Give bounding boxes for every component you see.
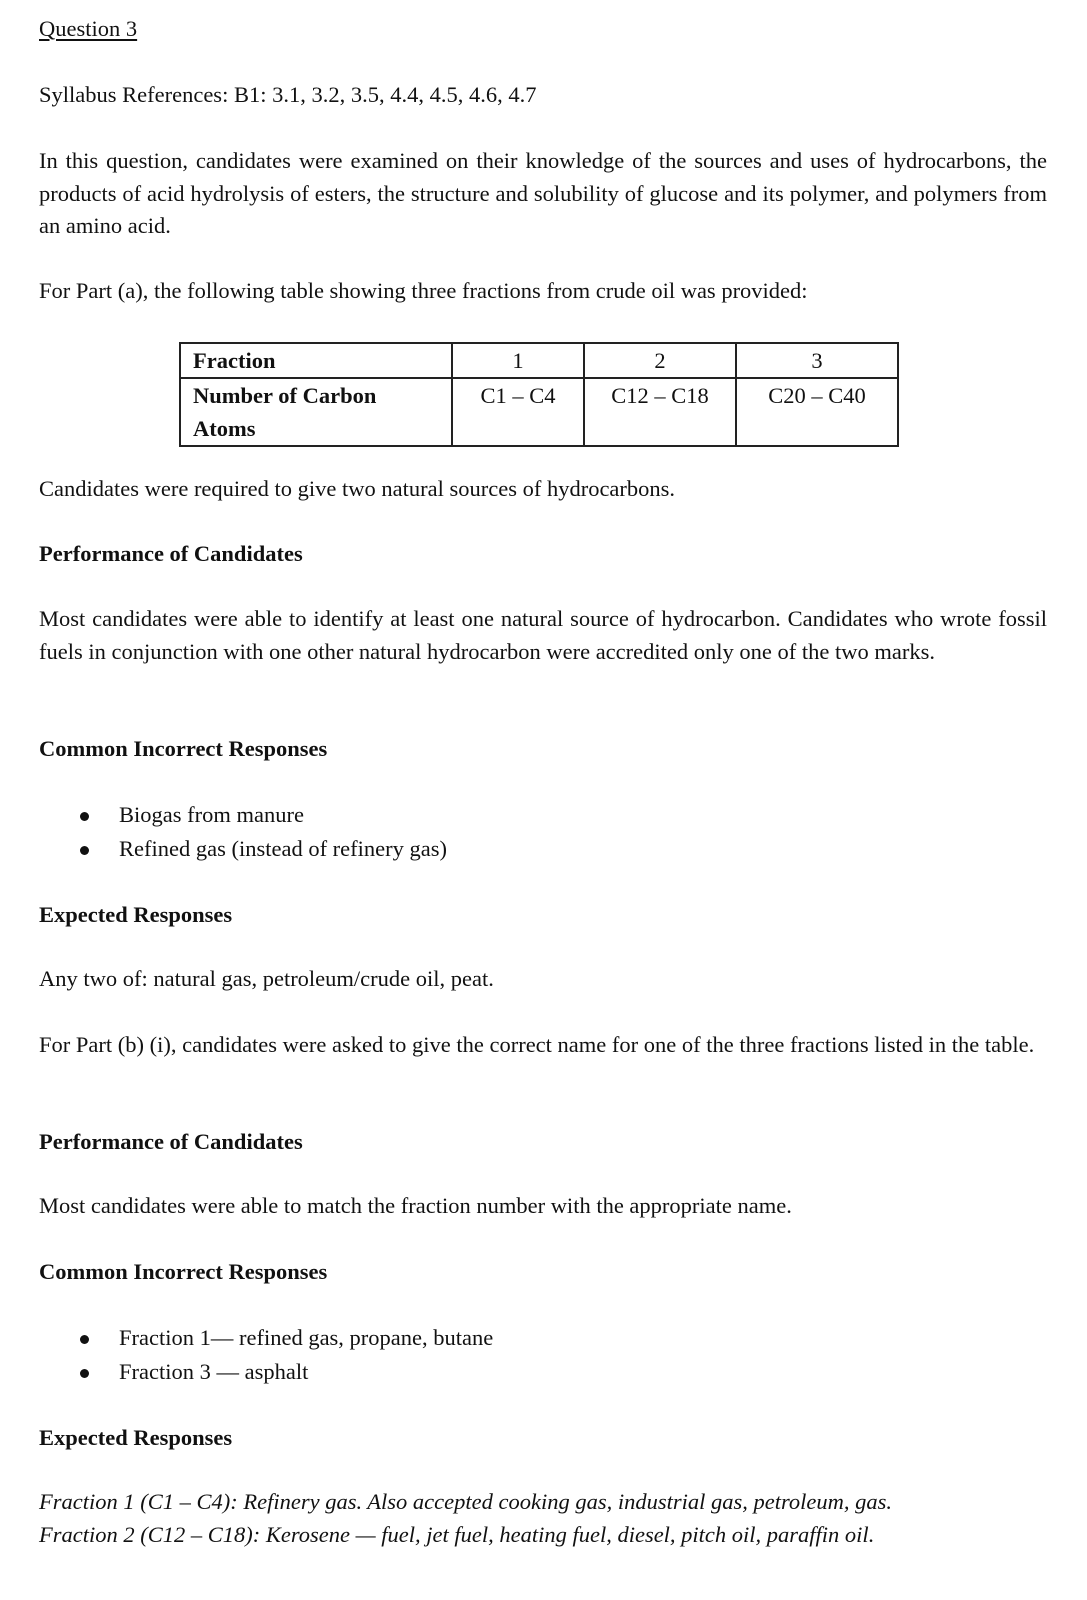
part-a-performance: Most candidates were able to identify at least one natural source of hydrocarbon. Candidates who wrote fossil fuels in conjunction with one other natural hydrocarbon were accredited only one of the two marks. — [39, 606, 1047, 664]
part-a-lead: For Part (a), the following table showing three fractions from crude oil was provided: — [39, 278, 808, 303]
expected-line: Fraction 1 (C1 – C4): Refinery gas. Also accepted cooking gas, industrial gas, petroleum, gas. — [39, 1489, 893, 1514]
table-cell: 1 — [452, 343, 584, 378]
table-cell: Fraction — [180, 343, 452, 378]
part-b-lead: For Part (b) (i), candidates were asked to give the correct name for one of the three fractions listed in the table. — [39, 1032, 1035, 1057]
section-heading: Performance of Candidates — [39, 1129, 303, 1154]
section-heading: Expected Responses — [39, 902, 233, 927]
intro-paragraph: In this question, candidates were examined on their knowledge of the sources and uses of hydrocarbons, the products of acid hydrolysis of esters, the structure and solubility of glucose and its polymer, and polymers from an amino acid. — [39, 148, 1047, 238]
table-cell: 3 — [736, 343, 898, 378]
table-cell: Number of Carbon Atoms — [180, 378, 452, 446]
table-cell: 2 — [584, 343, 736, 378]
table-cell: C1 – C4 — [452, 378, 584, 446]
table-header-row — [180, 343, 898, 378]
bullet-icon — [80, 1369, 89, 1378]
fractions-table — [179, 342, 899, 447]
question-title: Question 3 — [39, 16, 138, 41]
part-a-expected: Any two of: natural gas, petroleum/crude oil, peat. — [39, 966, 494, 991]
section-heading: Performance of Candidates — [39, 541, 303, 566]
section-heading: Expected Responses — [39, 1425, 233, 1450]
bullet-icon — [80, 1335, 89, 1344]
part-a-requirement: Candidates were required to give two natural sources of hydrocarbons. — [39, 476, 676, 501]
bullet-icon — [80, 846, 89, 855]
table-row — [180, 378, 898, 446]
section-heading: Common Incorrect Responses — [39, 736, 328, 761]
expected-line: Fraction 2 (C12 – C18): Kerosene — fuel, jet fuel, heating fuel, diesel, pitch oil, paraffin oil. — [39, 1522, 875, 1547]
table-cell: C12 – C18 — [584, 378, 736, 446]
section-heading: Common Incorrect Responses — [39, 1259, 328, 1284]
table-cell: C20 – C40 — [736, 378, 898, 446]
syllabus-references: Syllabus References: B1: 3.1, 3.2, 3.5, 4.4, 4.5, 4.6, 4.7 — [39, 82, 537, 107]
part-b-performance: Most candidates were able to match the fraction number with the appropriate name. — [39, 1193, 792, 1218]
bullet-icon — [80, 812, 89, 821]
